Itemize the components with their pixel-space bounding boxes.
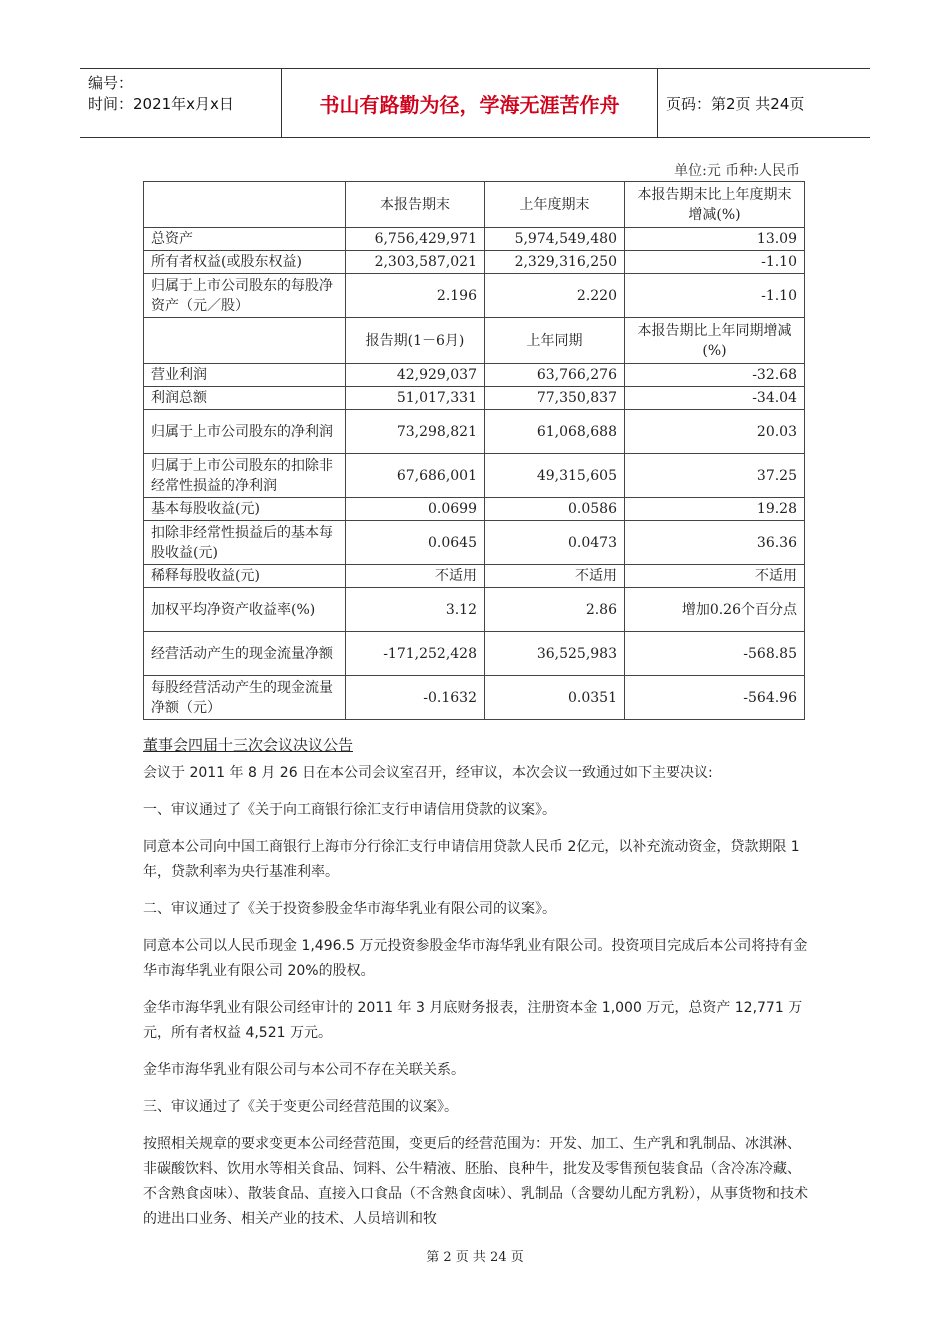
cell-value: 不适用 — [625, 565, 805, 588]
cell-value: -568.85 — [625, 632, 805, 676]
cell-value: 增加0.26个百分点 — [625, 588, 805, 632]
header-motto: 书山有路勤为径，学海无涯苦作舟 — [282, 69, 658, 137]
paragraph: 会议于 2011 年 8 月 26 日在本公司会议室召开，经审议，本次会议一致通过如下主要决议: — [143, 765, 713, 781]
cell-value: 36.36 — [625, 521, 805, 565]
paragraph: 同意本公司向中国工商银行上海市分行徐汇支行申请信用贷款人民币 2亿元，以补充流动资金，贷款期限 1 年，贷款利率为央行基准利率。 — [143, 839, 800, 880]
cell-value: 36,525,983 — [485, 632, 625, 676]
table-row — [144, 364, 805, 387]
header-cell: 报告期(1－6月) — [346, 318, 485, 364]
cell-value: 61,068,688 — [485, 410, 625, 454]
header-cell — [144, 318, 346, 364]
cell-value: 2,329,316,250 — [485, 251, 625, 274]
header-cell: 本报告期比上年同期增减(%) — [625, 318, 805, 364]
cell-value: 不适用 — [485, 565, 625, 588]
table-header-row — [144, 318, 805, 364]
cell-value: -1.10 — [625, 274, 805, 318]
paragraph: 同意本公司以人民币现金 1,496.5 万元投资参股金华市海华乳业有限公司。投资项目完成后本公司将持有金华市海华乳业有限公司 20%的股权。 — [143, 938, 808, 979]
table-header-row — [144, 182, 805, 228]
row-label: 归属于上市公司股东的扣除非经常性损益的净利润 — [144, 454, 346, 498]
number-label: 编号： — [88, 74, 134, 92]
announcement-title: 董事会四届十三次会议决议公告 — [143, 736, 354, 754]
row-label: 基本每股收益(元) — [144, 498, 346, 521]
cell-value: 0.0699 — [346, 498, 485, 521]
cell-value: 63,766,276 — [485, 364, 625, 387]
row-label: 经营活动产生的现金流量净额 — [144, 632, 346, 676]
paragraph: 按照相关规章的要求变更本公司经营范围，变更后的经营范围为：开发、加工、生产乳和乳制品、冰淇淋、非碳酸饮料、饮用水等相关食品、饲料、公牛精液、胚胎、良种牛，批发及零售预包装食品（含冷冻冷藏、不含熟食卤味）、散装食品、直接入口食品（不含熟食卤味）、乳制品（含婴幼儿配方乳粉），从事货物和技术的进出口业务、相关产业的技术、人员培训和牧 — [143, 1136, 808, 1227]
cell-value: 不适用 — [346, 565, 485, 588]
page-header — [80, 68, 870, 138]
financial-table — [143, 181, 805, 720]
cell-value: 0.0473 — [485, 521, 625, 565]
table-row — [144, 565, 805, 588]
table-row — [144, 521, 805, 565]
cell-value: 51,017,331 — [346, 387, 485, 410]
cell-value: 49,315,605 — [485, 454, 625, 498]
cell-value: 2.220 — [485, 274, 625, 318]
cell-value: 3.12 — [346, 588, 485, 632]
announcement-body — [143, 734, 810, 1244]
cell-value: 77,350,837 — [485, 387, 625, 410]
header-cell: 上年度期末 — [485, 182, 625, 228]
cell-value: 0.0645 — [346, 521, 485, 565]
header-cell: 上年同期 — [485, 318, 625, 364]
paragraph: 一、审议通过了《关于向工商银行徐汇支行申请信用贷款的议案》。 — [143, 802, 556, 818]
row-label: 每股经营活动产生的现金流量净额（元） — [144, 676, 346, 720]
cell-value: 67,686,001 — [346, 454, 485, 498]
table-row — [144, 410, 805, 454]
table-row — [144, 387, 805, 410]
table-row — [144, 251, 805, 274]
cell-value: 5,974,549,480 — [485, 228, 625, 251]
cell-value: 42,929,037 — [346, 364, 485, 387]
header-page-label: 页码：第2页 共24页 — [666, 94, 805, 113]
row-label: 营业利润 — [144, 364, 346, 387]
cell-value: -171,252,428 — [346, 632, 485, 676]
paragraph: 三、审议通过了《关于变更公司经营范围的议案》。 — [143, 1099, 458, 1115]
paragraph: 金华市海华乳业有限公司与本公司不存在关联关系。 — [143, 1062, 465, 1078]
cell-value: 19.28 — [625, 498, 805, 521]
cell-value: -32.68 — [625, 364, 805, 387]
table-row — [144, 498, 805, 521]
time-label: 时间：2021年x月x日 — [88, 95, 234, 113]
table-row — [144, 454, 805, 498]
cell-value: 73,298,821 — [346, 410, 485, 454]
header-meta — [80, 69, 282, 137]
cell-value: -34.04 — [625, 387, 805, 410]
cell-value: 20.03 — [625, 410, 805, 454]
cell-value: -1.10 — [625, 251, 805, 274]
paragraph: 二、审议通过了《关于投资参股金华市海华乳业有限公司的议案》。 — [143, 901, 556, 917]
table-row — [144, 588, 805, 632]
cell-value: 2.86 — [485, 588, 625, 632]
header-cell — [144, 182, 346, 228]
cell-value: 2.196 — [346, 274, 485, 318]
cell-value: -0.1632 — [346, 676, 485, 720]
page-footer: 第 2 页 共 24 页 — [426, 1250, 524, 1265]
row-label: 扣除非经常性损益后的基本每股收益(元) — [144, 521, 346, 565]
row-label: 所有者权益(或股东权益) — [144, 251, 346, 274]
cell-value: 0.0351 — [485, 676, 625, 720]
cell-value: 13.09 — [625, 228, 805, 251]
cell-value: 6,756,429,971 — [346, 228, 485, 251]
row-label: 稀释每股收益(元) — [144, 565, 346, 588]
cell-value: 2,303,587,021 — [346, 251, 485, 274]
table-row — [144, 274, 805, 318]
row-label: 归属于上市公司股东的每股净资产（元／股） — [144, 274, 346, 318]
row-label: 归属于上市公司股东的净利润 — [144, 410, 346, 454]
header-cell: 本报告期末 — [346, 182, 485, 228]
cell-value: -564.96 — [625, 676, 805, 720]
header-cell: 本报告期末比上年度期末增减(%) — [625, 182, 805, 228]
paragraph: 金华市海华乳业有限公司经审计的 2011 年 3 月底财务报表，注册资本金 1,000 万元，总资产 12,771 万元，所有者权益 4,521 万元。 — [143, 1000, 803, 1041]
row-label: 总资产 — [144, 228, 346, 251]
table-row — [144, 228, 805, 251]
cell-value: 37.25 — [625, 454, 805, 498]
table-row — [144, 676, 805, 720]
table-row — [144, 632, 805, 676]
unit-note: 单位:元 币种:人民币 — [674, 163, 800, 179]
row-label: 加权平均净资产收益率(%) — [144, 588, 346, 632]
cell-value: 0.0586 — [485, 498, 625, 521]
row-label: 利润总额 — [144, 387, 346, 410]
